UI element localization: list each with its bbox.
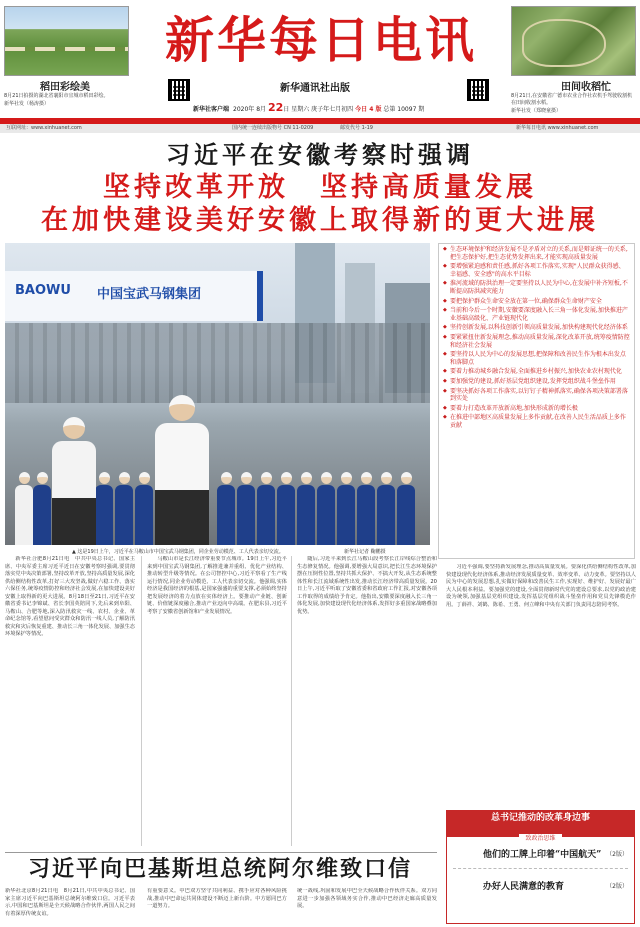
worker	[277, 472, 295, 545]
worker	[297, 472, 315, 545]
lead-photo[interactable]	[5, 243, 430, 545]
edition-day: 22	[267, 101, 284, 114]
ear-left-credit: 新华社发（杨涛摄）	[4, 101, 50, 107]
summary-item[interactable]: ◆ 要坚持以人民为中心的发展思想,把保障和改善民生作为根本出发点和落脚点	[443, 351, 630, 366]
ear-right-photo	[511, 6, 636, 76]
summary-item[interactable]: ◆ 要加强党的建设,抓好基层党组织建设,发挥党组织战斗堡垒作用	[443, 378, 630, 386]
edition-issue: 总第 10097 期	[383, 106, 425, 113]
article-text: 随后,习近平来到长江马鞍山段考察长江岸线综合整治和生态修复情况。他强调,要增强大局意识,把长江生态环境保护摆在压倒性位置,坚持共抓大保护、不搞大开发,从生态系统整体性和长江流域系统性出发,推动长江经济带高质量发展。20日上午,习近平听取了安徽省委和省政府工作汇报,对安徽各项工作取得的成绩给予肯定。他指出,安徽要深度融入长三角一体化发展,加快建设现代化经济体系,发挥好多重国家战略叠加优势。	[297, 556, 437, 615]
article-text: 马鞍山市是长江经济带重要节点城市。19日上午,习近平来到中国宝武马钢集团,了解推进兼并重组、优化产业结构、推动转型升级等情况。在公司智控中心,习近平察看了生产线运行情况,同企业劳动模范、工人代表亲切交流。他强调,实体经济是我国经济的根基,是国家强盛的重要支撑,必须始终坚持把发展经济的着力点放在实体经济上。要推动产业链、创新链、价值链深度融合,推动产业迈向中高端。在肥东县,习近平考察了安徽省创新馆和产业发展情况。	[147, 556, 287, 615]
summary-item[interactable]: ◆ 生态环境保护和经济发展不是矛盾对立的关系,而是辩证统一的关系,把生态保护好,把生态优势发挥出来,才能实现高质量发展	[443, 246, 630, 261]
headline-line-2[interactable]: 在加快建设美好安徽上取得新的更大进展	[41, 205, 599, 236]
summary-item[interactable]: ◆ 要增强紧迫感和责任感,抓好各项工作落实,实现"人民群众获得感、幸福感、安全感"的高水平目标	[443, 263, 630, 278]
qr-code-icon[interactable]	[467, 79, 489, 101]
index-title: 总书记推动的改革身边事	[490, 813, 590, 823]
worker	[95, 472, 113, 545]
info-email[interactable]: 新华每日电讯 www.xinhuanet.com	[516, 125, 599, 131]
worker	[337, 472, 355, 545]
story2-column-3: 统一战线,巩固和发展中巴全天候战略合作伙伴关系。双方同意进一步加强各领域务实合作,推动中巴经济走廊高质量发展。	[297, 888, 437, 909]
article-text: 新华社合肥8月21日电 中共中央总书记、国家主席、中央军委主席习近平近日在安徽考察时强调,要贯彻落实党中央决策部署,坚持改革开放,坚持高质量发展,深化供给侧结构性改革,打好三大攻坚战,做好六稳工作、落实六保任务,统筹疫情防控和经济社会发展,在加快建设美好安徽上取得新的更大进展。8月18日至21日,习近平在安徽省委书记李锦斌、省长李国英陪同下,先后来到阜阳、马鞍山、合肥等地,深入防汛救灾一线、农村、企业、革命纪念馆等,看望慰问受灾群众和防汛一线人员,了解防汛救灾和灾后恢复重建、推动长三角一体化发展、加强生态环境保护等情况。	[5, 556, 135, 637]
summary-item[interactable]: ◆ 坚持创新发展,以科技创新引领高质量发展,加快构建现代化经济体系	[443, 324, 630, 332]
photo-caption: ▲ 这是19日上午，习近平在马鞍山市中国宝武马钢集团，同企业劳动模范、工人代表亲切交流。	[72, 549, 284, 555]
qr-code-icon[interactable]	[168, 79, 190, 101]
article-column-4	[446, 564, 636, 806]
worker	[33, 472, 51, 545]
index-item-title: 办好人民满意的教育	[483, 882, 565, 892]
info-code: 邮发代号 1-19	[340, 125, 373, 131]
index-item[interactable]	[453, 837, 628, 869]
official-figure	[52, 417, 96, 545]
column-divider	[291, 556, 292, 846]
summary-item[interactable]: ◆ 要把保护群众生命安全放在第一位,确保群众生命财产安全	[443, 298, 630, 306]
summary-item[interactable]: ◆ 要着力打造改革开放新高地,加快形成新的增长极	[443, 405, 630, 413]
ear-right-title: 田间收稻忙	[561, 82, 611, 93]
edition-pages: 今日 4 版	[355, 106, 382, 113]
worker	[397, 472, 415, 545]
newspaper-title: 新华每日电讯	[164, 11, 477, 69]
summary-box	[438, 243, 635, 559]
info-website[interactable]: 互联网址：www.xinhuanet.com	[6, 125, 82, 131]
info-bar	[0, 124, 640, 133]
story2-column-1: 新华社北京8月21日电 8月21日,中共中央总书记、国家主席习近平向巴基斯坦总统阿尔维致口信。习近平表示,中国和巴基斯坦是全天候战略合作伙伴,两国人民之间有着深厚传统友谊。	[5, 888, 135, 917]
story2-headline[interactable]: 习近平向巴基斯坦总统阿尔维致口信	[27, 857, 412, 882]
article-column-2	[147, 556, 287, 846]
worker	[317, 472, 335, 545]
index-item-page: （2版）	[606, 851, 628, 858]
edition-month: 8	[256, 106, 261, 113]
index-item-title: 他们的工牌上印着“中国航天”	[483, 850, 602, 860]
story-divider	[5, 852, 437, 853]
client-label: 新华社客户端	[193, 106, 230, 113]
summary-item[interactable]: ◆ 淮河流域的防洪治理一定要坚持以人民为中心,在发展中补齐短板,不断提高防洪减灾能力	[443, 280, 630, 295]
worker	[237, 472, 255, 545]
index-item[interactable]	[453, 869, 628, 901]
worker	[115, 472, 133, 545]
headline-kicker[interactable]: 习近平在安徽考察时强调	[166, 141, 474, 169]
edition-line	[233, 101, 424, 114]
masthead	[0, 0, 640, 118]
summary-item[interactable]: ◆ 在推进中部地区高质量发展上多作贡献,在改善人民生活品质上多作贡献	[443, 414, 630, 429]
edition-lunar: 庚子年七月初四	[311, 106, 354, 113]
worker	[257, 472, 275, 545]
ear-right-text: 8月21日,在安徽省广德市农业合作社农机手驾驶收割机在田间收割水稻。	[511, 93, 633, 106]
crowd	[5, 391, 430, 545]
ear-left[interactable]	[4, 6, 129, 107]
worker	[217, 472, 235, 545]
ear-left-photo	[4, 6, 129, 76]
index-header	[447, 811, 634, 842]
ear-left-text: 8月21日拍摄的湖北省襄阳市宜城市稻田彩绘。	[4, 93, 109, 99]
index-item-page: （2版）	[606, 883, 628, 890]
publisher: 新华通讯社出版	[280, 83, 350, 94]
article-text: 习近平强调,要坚持新发展理念,推动高质量发展。要深化供给侧结构性改革,加快建设现代化经济体系,推动经济发展质量变革、效率变革、动力变革。要坚持以人民为中心的发展思想,扎实做好保障和改善民生工作,实现好、维护好、发展好最广大人民根本利益。要加强党的建设,全面贯彻新时代党的建设总要求,以党的政治建设为统领,加强基层党组织建设,发挥基层党组织战斗堡垒作用和党员先锋模范作用。丁薛祥、刘鹤、陈希、王勇、何立峰和中央有关部门负责同志陪同考察。	[446, 564, 636, 608]
summary-item[interactable]: ◆ 要紧紧扭住新发展理念,推动高质量发展,深化改革开放,统筹疫情防控和经济社会发展	[443, 334, 630, 349]
worker	[357, 472, 375, 545]
company-banner	[5, 271, 263, 321]
ear-right[interactable]	[511, 6, 636, 114]
edition-year: 2020	[233, 106, 249, 113]
headline-line-1[interactable]: 坚持改革开放 坚持高质量发展	[103, 172, 537, 203]
article-column-3	[297, 556, 437, 846]
article-column-1	[5, 556, 135, 846]
ear-left-title: 稻田彩绘美	[40, 82, 90, 93]
leader-figure	[155, 395, 209, 545]
edition-day-suffix: 日	[283, 106, 290, 113]
story2-column-2: 有重要意义。中巴双方坚守共同利益、携手应对各种风险挑战,推动中巴命运共同体建设不断迈上新台阶。中方愿同巴方一道努力。	[147, 888, 287, 909]
info-cn: 国内统一连续出版物号 CN 11-0209	[232, 125, 314, 131]
worker	[15, 472, 33, 545]
summary-item[interactable]: ◆ 要着力推动城乡融合发展,全面推进乡村振兴,加快农业农村现代化	[443, 368, 630, 376]
edition-year-suffix: 年	[248, 106, 255, 113]
baowu-logo: BAOWU	[15, 283, 71, 298]
column-divider	[141, 556, 142, 846]
edition-month-suffix: 月	[260, 106, 267, 113]
company-name: 中国宝武马钢集团	[97, 287, 202, 302]
worker	[135, 472, 153, 545]
photo-credit: 新华社记者 鞠鹏摄	[344, 549, 386, 555]
worker	[377, 472, 395, 545]
ear-right-credit: 新华社发（郑晓童摄）	[511, 108, 562, 114]
index-box	[446, 810, 635, 924]
edition-weekday: 星期六	[291, 106, 310, 113]
summary-item[interactable]: ◆ 要坚决抓好各项工作落实,以钉钉子精神抓落实,确保各项决策部署落到实处	[443, 388, 630, 403]
summary-item[interactable]: ◆ 当前和今后一个时期,安徽要深度融入长三角一体化发展,加快推进产业基础高级化、产业链现代化	[443, 307, 630, 322]
index-subtitle: 致政治思维	[519, 834, 561, 843]
